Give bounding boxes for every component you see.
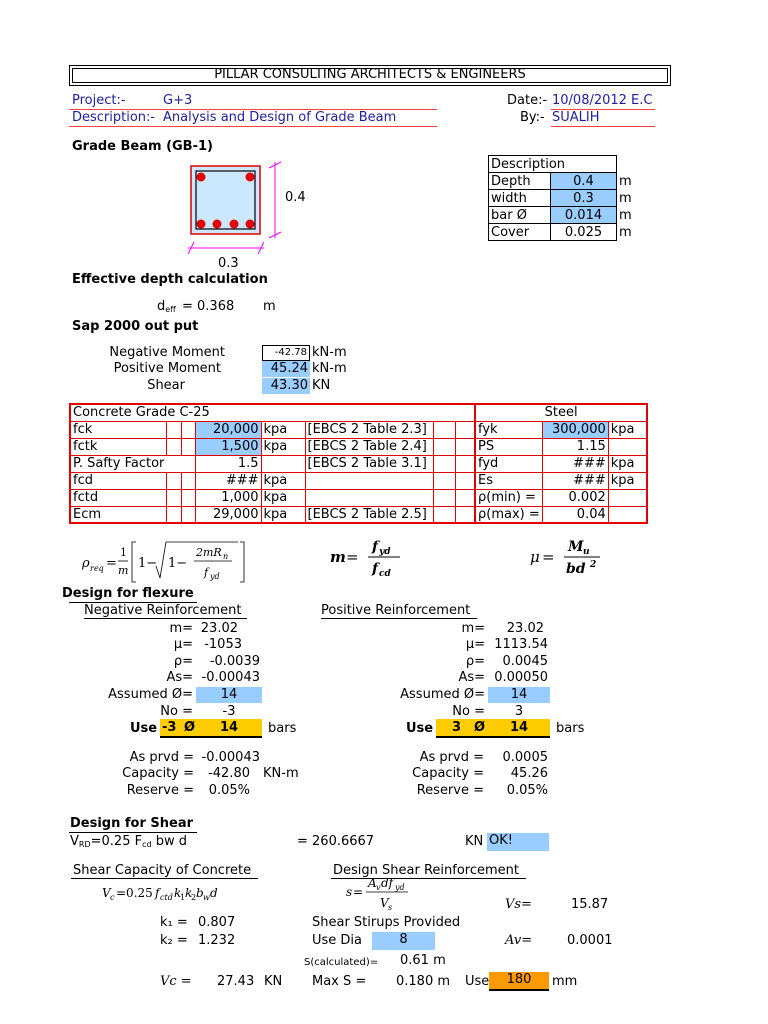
neg-capacity-unit: KN-m [263,766,299,781]
project-label: Project:- [72,93,126,108]
desc-unit: m [619,207,632,223]
pos-use-count: 3 [452,720,462,735]
neg-as-value: -0.00043 [201,670,260,685]
svg-text:df: df [381,876,394,890]
mat-unit: kpa [261,506,305,523]
steel-value[interactable]: 1.15 [542,438,608,455]
svg-text:f: f [204,566,209,579]
by-value: SUALIH [552,110,600,125]
mat-value: ### [195,472,261,489]
svg-text:μ: μ [530,548,540,566]
svg-text:u: u [583,547,590,557]
mat-value[interactable]: 20,000 [195,421,261,438]
svg-text:k: k [174,886,182,900]
mu-formula [528,536,618,578]
mat-ref: [EBCS 2 Table 2.4] [305,438,433,455]
description-underline [69,126,437,127]
negative-moment-unit: kN-m [312,345,347,360]
use-dia-input[interactable]: 8 [372,932,435,950]
spacing-use-input[interactable]: 180 [489,972,549,991]
steel-unit: kpa [608,472,647,489]
svg-text:ctd: ctd [160,893,173,902]
pos-reserve-label: Reserve = [416,783,484,798]
neg-m-value: 23.02 [200,621,238,636]
depth-dimension: 0.4 [285,190,306,205]
m-formula [328,536,408,578]
negative-moment-label: Negative Moment [109,345,225,360]
rebar-top-left [197,173,206,182]
neg-use-count: -3 [162,720,177,735]
desc-value[interactable]: 0.4 [551,173,617,190]
svg-text:s: s [346,885,353,899]
by-label: By:- [520,110,545,125]
mat-ref [305,489,433,506]
svg-text:yd: yd [379,547,391,557]
neg-rho-value: -0.0039 [209,654,260,669]
rebar-bottom-3 [230,220,239,229]
neg-use-dia: 14 [220,720,239,735]
av-value: 0.0001 [567,933,613,948]
positive-moment-value[interactable]: 45.24 [262,361,310,377]
neg-mu-label: μ= [173,637,193,652]
desc-label: width [489,190,551,207]
svg-text:2: 2 [191,893,197,902]
description-value: Analysis and Design of Grade Beam [163,110,397,125]
positive-moment-label: Positive Moment [113,361,221,376]
shear-title-underline [69,832,197,833]
mat-unit: kpa [261,438,305,455]
k2-value: 1.232 [198,933,236,948]
pos-m-label: m= [461,621,485,636]
steel-label: ρ(min) = [475,489,542,506]
svg-text:V: V [380,896,389,910]
neg-as-label: As= [166,670,193,685]
svg-text:v: v [376,883,381,892]
svg-text:f: f [372,561,379,577]
neg-assumed-input[interactable]: 14 [196,687,262,703]
svg-text:1: 1 [120,546,127,559]
neg-as-prvd-label: As prvd = [129,750,194,765]
mat-unit: kpa [261,421,305,438]
pos-m-value: 23.02 [506,621,544,636]
flexure-title: Design for flexure [62,586,194,601]
neg-capacity-value: -42.80 [208,766,250,781]
effective-depth-title: Effective depth calculation [72,272,268,287]
svg-text:req: req [90,564,104,573]
concrete-header: Concrete Grade C-25 [70,404,475,421]
mat-unit [261,455,305,472]
svg-text:=: = [106,556,117,571]
svg-text:V: V [102,886,111,900]
svg-text:cd: cd [379,569,391,578]
neg-m-label: m= [169,621,193,636]
svg-text:s: s [388,903,393,912]
svg-text:m: m [330,548,346,566]
shear-title: Design for Shear [70,816,194,831]
vrd-unit: KN [465,834,484,849]
steel-value: 0.04 [542,506,608,523]
stirrups-label: Shear Stirups Provided [312,915,461,930]
pos-as-value: 0.00050 [494,670,548,685]
svg-text:1: 1 [180,893,186,902]
svg-text:ρ: ρ [82,556,90,571]
deff-label: $d_{eff}$ [157,299,176,314]
negative-reinforcement-title: Negative Reinforcement [84,603,242,618]
mat-label: Ecm [70,506,166,523]
svg-text:m: m [118,564,129,577]
steel-value: ### [542,455,608,472]
neg-capacity-label: Capacity = [122,766,194,781]
date-value: 10/08/2012 E.C [552,93,653,108]
rebar-bottom-1 [197,220,206,229]
steel-label: ρ(max) = [475,506,542,523]
pos-assumed-input[interactable]: 14 [488,687,550,703]
svg-text:2: 2 [590,560,597,570]
rebar-bottom-2 [213,220,222,229]
by-underline [551,126,655,127]
positive-moment-unit: kN-m [312,361,347,376]
shear-ok-status: OK! [487,833,549,851]
positive-title-underline [321,618,477,619]
svg-text:1−: 1− [138,556,158,571]
pos-no-value: 3 [514,704,524,719]
shear-value[interactable]: 43.30 [262,378,310,394]
desc-label: Cover [489,224,551,241]
spacing-use-unit: mm [552,974,578,989]
description-label: Description:- [72,110,156,125]
use-dia-label: Use Dia [312,933,363,948]
neg-use-box [160,719,262,738]
materials-table [69,403,648,524]
steel-label: Es [475,472,542,489]
pos-use-box [436,719,550,738]
pos-use-dia: 14 [510,720,529,735]
vc-formula [100,882,230,904]
svg-text:d: d [210,886,218,900]
vc-label: Vc = [160,974,192,989]
neg-no-label: No = [160,704,193,719]
svg-text:=: = [353,885,364,899]
pos-no-label: No = [452,704,485,719]
steel-value: 0.002 [542,489,608,506]
mat-label: fcd [70,472,166,489]
rho-required-formula [80,538,250,588]
width-dimension: 0.3 [218,256,239,271]
beam-title: Grade Beam (GB-1) [72,139,213,154]
k2-label: k₂ = [160,933,188,948]
pos-as-prvd-label: As prvd = [419,750,484,765]
neg-rho-label: ρ= [173,654,193,669]
neg-assumed-label: Assumed Ø= [108,687,193,702]
rebar-bottom-4 [246,220,255,229]
neg-reserve-value: 0.05% [208,783,250,798]
sap-title: Sap 2000 out put [72,319,199,334]
svg-text:w: w [203,893,210,902]
mat-unit: kpa [261,489,305,506]
steel-unit [608,489,647,506]
svg-text:1−: 1− [168,556,188,571]
mat-ref: [EBCS 2 Table 2.3] [305,421,433,438]
svg-text:2mR: 2mR [196,546,222,559]
svg-text:c: c [110,893,115,902]
vrd-value: = 260.6667 [297,834,375,849]
pos-as-prvd-value: 0.0005 [502,750,548,765]
svg-text:M: M [568,539,584,555]
desc-value[interactable]: 0.014 [551,207,617,224]
svg-text:bd: bd [566,561,586,577]
mat-label: fctd [70,489,166,506]
svg-text:n: n [223,552,229,561]
neg-no-value: -3 [222,704,236,719]
desc-unit: m [619,173,632,189]
negative-moment-value[interactable]: -42.78 [262,345,310,361]
steel-unit [608,506,647,523]
max-s-value: 0.180 m [396,974,451,989]
pos-rho-value: 0.0045 [502,654,548,669]
positive-reinforcement-title: Positive Reinforcement [321,603,471,618]
mat-ref: [EBCS 2 Table 2.5] [305,506,433,523]
beam-section-drawing [180,158,290,262]
neg-as-prvd-value: -0.00043 [201,750,260,765]
vc-unit: KN [264,974,283,989]
mat-label: fck [70,421,166,438]
steel-label: fyk [475,421,542,438]
neg-bars-label: bars [268,721,297,736]
shear-unit: KN [312,378,331,393]
pos-assumed-label: Assumed Ø= [400,687,485,702]
steel-label: fyd [475,455,542,472]
vc-value: 27.43 [217,974,255,989]
deff-value: = 0.368 [182,299,235,314]
shear-capacity-title: Shear Capacity of Concrete [73,863,252,878]
svg-text:=: = [542,548,555,566]
svg-text:=0.25: =0.25 [116,886,153,900]
spacing-use-label: Use [465,974,490,989]
shear-capacity-underline [71,878,258,879]
pos-use-phi: Ø [474,720,486,735]
mat-unit: kpa [261,472,305,489]
mat-ref: [EBCS 2 Table 3.1] [305,455,433,472]
steel-value[interactable]: 300,000 [542,421,608,438]
svg-text:=: = [346,548,359,566]
pos-bars-label: bars [556,721,585,736]
pos-as-label: As= [458,670,485,685]
steel-unit: kpa [608,455,647,472]
pos-use-label: Use [406,721,434,736]
desc-unit: m [619,224,632,240]
vs-value: 15.87 [571,897,609,912]
steel-unit: kpa [608,421,647,438]
steel-value: ### [542,472,608,489]
project-value: G+3 [163,93,193,108]
negative-title-underline [84,618,247,619]
neg-reserve-label: Reserve = [126,783,194,798]
svg-text:A: A [368,876,377,890]
desc-label: bar Ø [489,207,551,224]
svg-text:k: k [185,886,193,900]
svg-text:b: b [196,886,204,900]
steel-unit [608,438,647,455]
mat-label: P. Safty Factor [70,455,195,472]
pos-mu-label: μ= [465,637,485,652]
desc-value[interactable]: 0.3 [551,190,617,207]
svg-text:yd: yd [210,572,220,581]
mat-value: 29,000 [195,506,261,523]
neg-use-label: Use [130,721,158,736]
max-s-label: Max S = [312,974,367,989]
design-shear-title: Design Shear Reinforcement [333,863,519,878]
desc-unit: m [619,190,632,206]
vs-label: Vs= [505,897,532,912]
svg-text:yd: yd [395,883,405,892]
mat-value[interactable]: 1.5 [195,455,261,472]
pos-capacity-label: Capacity = [412,766,484,781]
desc-label: Depth [489,173,551,190]
av-label: Av= [505,933,533,948]
svg-text:f: f [155,886,160,900]
rebar-top-right [246,173,255,182]
description-table [488,155,635,241]
company-name: PILLAR CONSULTING ARCHITECTS & ENGINEERS [214,67,526,82]
neg-use-phi: Ø [184,720,196,735]
mat-value[interactable]: 1,500 [195,438,261,455]
pos-mu-value: 1113.54 [494,637,548,652]
vrd-formula: $V_{RD}=0.25$ $F_{cd}$ bw d [70,834,187,849]
description-header: Description [489,156,617,173]
pos-reserve-value: 0.05% [506,783,548,798]
pos-rho-label: ρ= [465,654,485,669]
k1-label: k₁ = [160,915,188,930]
k1-value: 0.807 [198,915,236,930]
steel-label: PS [475,438,542,455]
mat-value: 1,000 [195,489,261,506]
desc-value[interactable]: 0.025 [551,224,617,241]
pos-capacity-value: 45.26 [510,766,548,781]
s-calculated-value: 0.61 m [400,953,446,968]
mat-label: fctk [70,438,166,455]
neg-mu-value: -1053 [204,637,242,652]
spacing-formula [344,874,424,914]
s-calculated-label: S(calculated)= [304,957,379,968]
deff-unit: m [263,299,276,314]
date-label: Date:- [507,93,548,108]
steel-header: Steel [475,404,647,421]
shear-label: Shear [147,378,185,393]
svg-text:f: f [372,539,379,555]
mat-ref [305,472,433,489]
